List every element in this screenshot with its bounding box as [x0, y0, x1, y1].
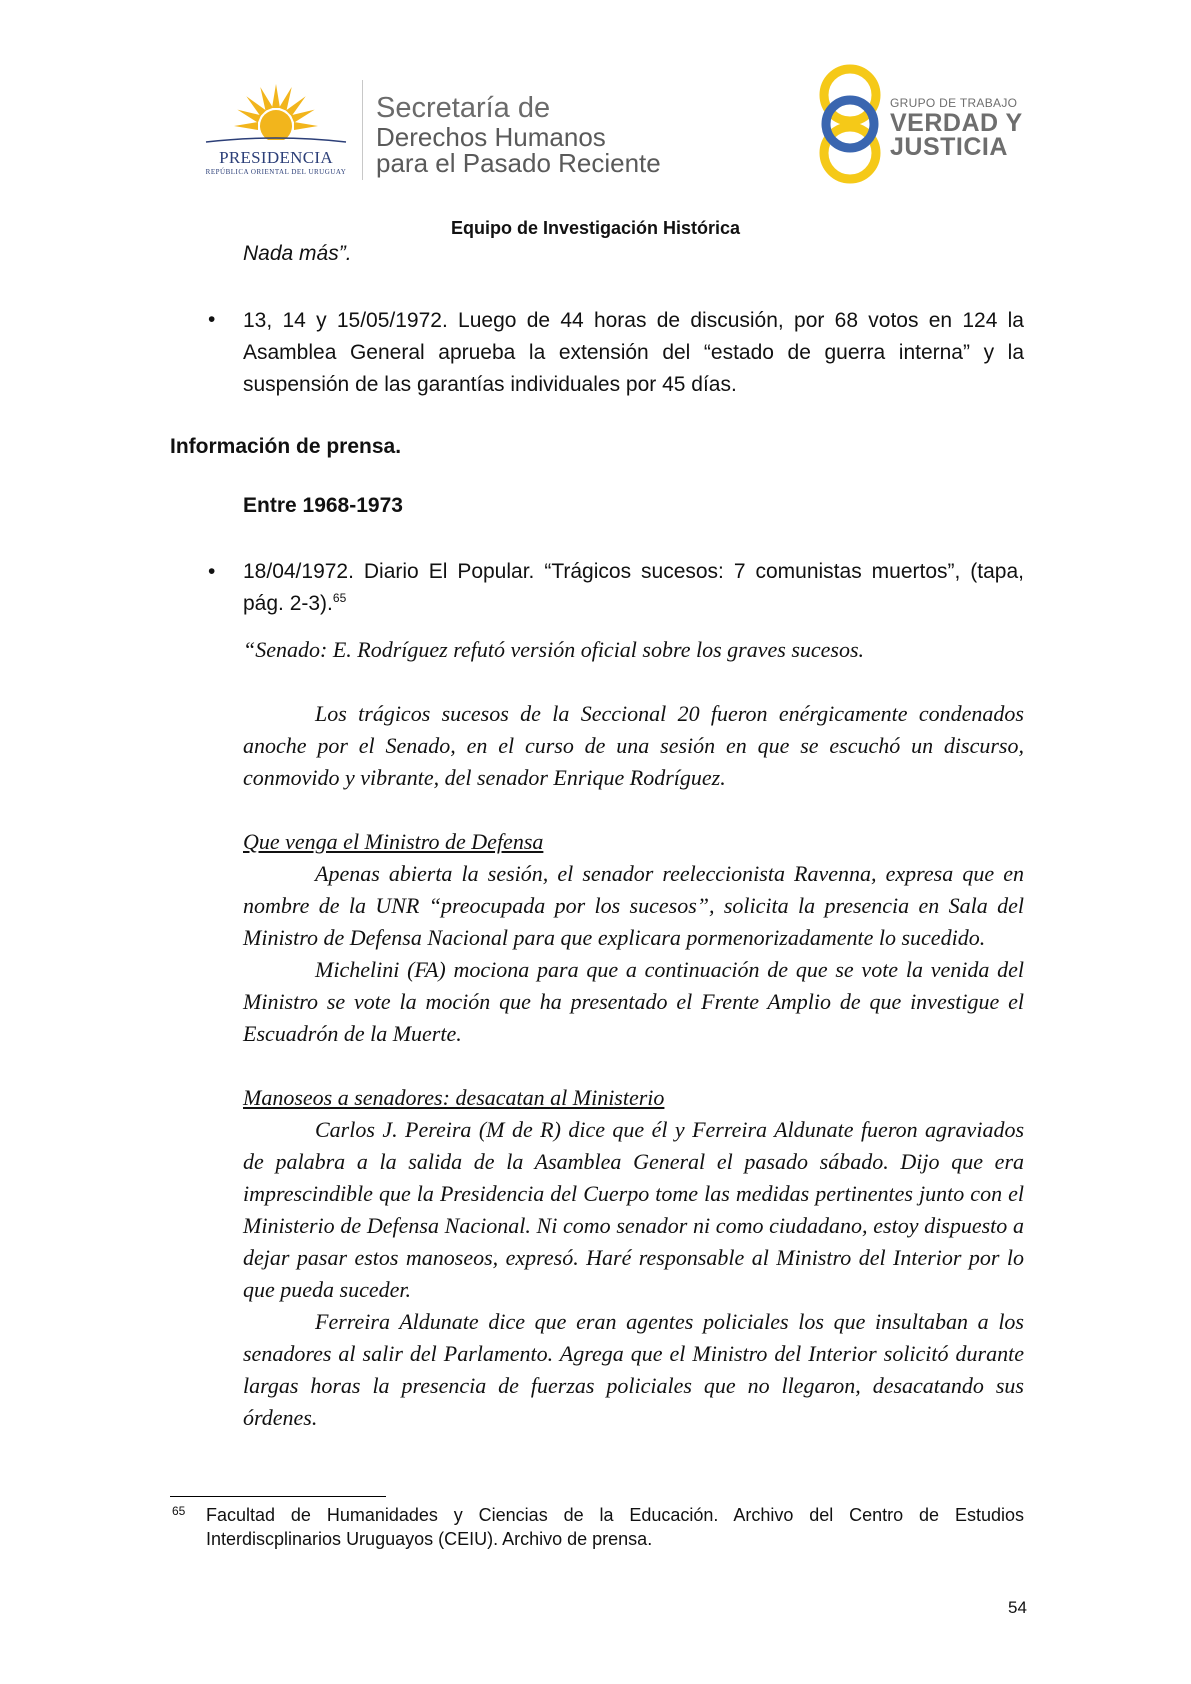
quote-title: “Senado: E. Rodríguez refutó versión oficial sobre los graves sucesos. [243, 637, 865, 662]
secretaria-line2: Derechos Humanos [376, 122, 606, 152]
subheading-period: Entre 1968-1973 [243, 494, 403, 517]
bullet-marker-1: • [208, 308, 216, 331]
team-title: Equipo de Investigación Histórica [450, 218, 741, 238]
footnote-ref: 65 [332, 591, 347, 605]
quote-subhead-1: Que venga el Ministro de Defensa [243, 829, 544, 854]
grupo-trabajo-line2: VERDAD Y [890, 109, 1023, 137]
quote-paragraph-4: Carlos J. Pereira (M de R) dice que él y Ferreira Aldunate fueron agraviados de palabra a la salida de la Asamblea General el pasado sábado. Dijo que era imprescindible que la Presidencia del Cuerpo tome las medidas pertinentes junto con el Ministerio de Defensa Nacional. Ni como senador ni como ciudadano, estoy dispuesto a dejar pasar estos manoseos, expresó. Haré responsable al Ministro del Interior por lo que pueda suceder. [243, 1117, 1024, 1302]
quote-paragraph-3: Michelini (FA) mociona para que a continuación de que se vote la venida del Ministro se vote la moción que ha presentado el Frente Amplio de que investigue el Escuadrón de la Muerte. [243, 957, 1024, 1046]
quote-paragraph-5: Ferreira Aldunate dice que eran agentes policiales los que insultaban a los senadores al salir del Parlamento. Agrega que el Ministro del Interior solicitó durante largas horas la presencia de fuerzas policiales que no llegaron, desacatando sus órdenes. [243, 1309, 1024, 1430]
footnote-text: Facultad de Humanidades y Ciencias de la Educación. Archivo del Centro de Estudios Interdiscplinarios Uruguayos (CEIU). Archivo de prensa. [206, 1505, 1024, 1549]
page-number: 54 [1008, 1598, 1027, 1617]
quote-block [243, 634, 1024, 1434]
presidencia-subtitle: REPÚBLICA ORIENTAL DEL URUGUAY [205, 168, 347, 176]
top-fragment: Nada más”. [243, 242, 352, 265]
presidencia-name: PRESIDENCIA [219, 148, 333, 167]
footnote-rule [170, 1496, 386, 1497]
secretaria-line3: para el Pasado Reciente [376, 148, 661, 178]
grupo-trabajo-line1: GRUPO DE TRABAJO [890, 96, 1018, 110]
bullet-item-2 [243, 556, 1024, 620]
bullet-marker-2: • [208, 560, 216, 583]
quote-paragraph-1: Los trágicos sucesos de la Seccional 20 fueron enérgicamente condenados anoche por el Senado, en el curso de una sesión en que se escuchó un discurso, conmovido y vibrante, del senador Enrique Rodríguez. [243, 701, 1024, 790]
verdad-justicia-rings-logo [812, 62, 888, 186]
quote-paragraph-2: Apenas abierta la sesión, el senador reeleccionista Ravenna, expresa que en nombre de la UNR “preocupada por los sucesos”, solicita la presencia en Sala del Ministro de Defensa Nacional para que explicara pormenorizadamente lo sucedido. [243, 861, 1024, 950]
quote-subhead-2: Manoseos a senadores: desacatan al Ministerio [243, 1085, 665, 1110]
grupo-trabajo-line3: JUSTICIA [890, 133, 1008, 161]
bullet-item-2-text: 18/04/1972. Diario El Popular. “Trágicos sucesos: 7 comunistas muertos”, (tapa, pág. 2-3). [243, 560, 1024, 615]
secretaria-line1: Secretaría de [376, 92, 551, 124]
bullet-item-1: 13, 14 y 15/05/1972. Luego de 44 horas de discusión, por 68 votos en 124 la Asamblea General aprueba la extensión del “estado de guerra interna” y la suspensión de las garantías individuales por 45 días. [243, 309, 1024, 396]
header-divider [362, 80, 363, 180]
footnote-number: 65 [172, 1504, 186, 1518]
section-heading: Información de prensa. [170, 435, 402, 458]
